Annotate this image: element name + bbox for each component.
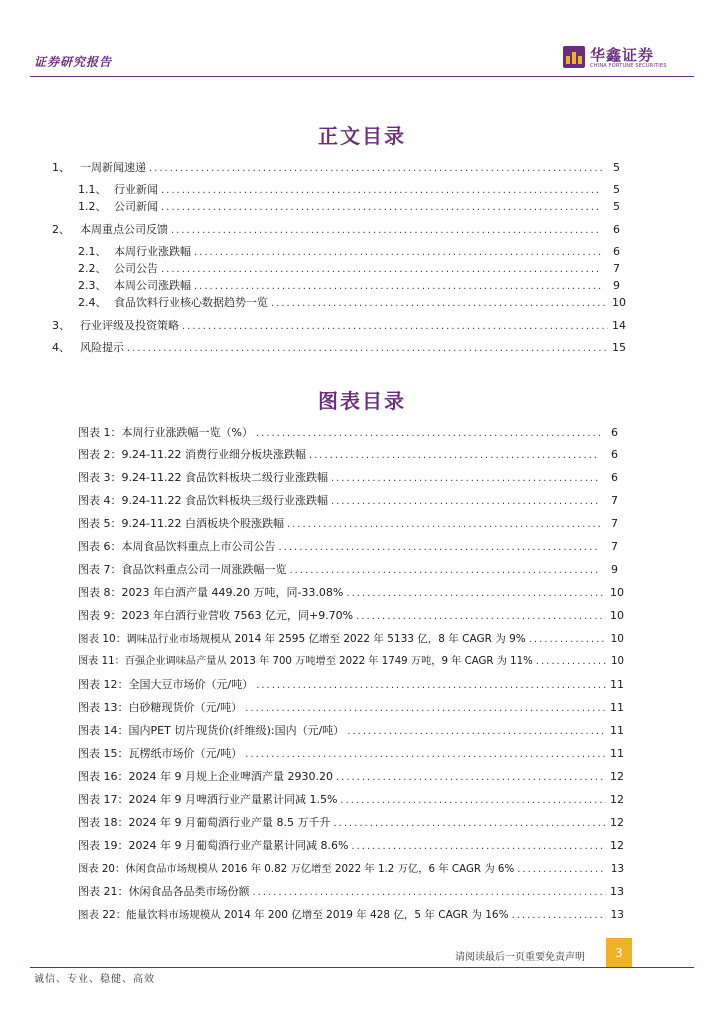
toc-title: 正文目录 <box>318 124 406 148</box>
toc-item-number: 1.2、 <box>78 200 107 213</box>
dot-leader <box>356 610 606 624</box>
dot-leader <box>149 162 602 176</box>
toc-item-page: 7 <box>613 262 620 275</box>
figure-item[interactable] <box>78 586 624 601</box>
figure-item-page: 13 <box>610 885 624 898</box>
dot-leader <box>309 449 600 463</box>
figure-item[interactable] <box>78 724 624 739</box>
toc-item[interactable] <box>78 296 626 311</box>
figure-item-page: 11 <box>610 747 624 760</box>
toc-item[interactable] <box>52 341 626 356</box>
toc-item-number: 3、 <box>52 319 70 332</box>
figure-item-page: 7 <box>611 494 618 507</box>
toc-item-number: 1、 <box>52 161 70 174</box>
dot-leader <box>253 886 607 900</box>
toc-item-number: 2.3、 <box>78 279 107 292</box>
dot-leader <box>347 725 606 739</box>
page-number-badge: 3 <box>606 938 632 968</box>
figure-item-page: 12 <box>610 839 624 852</box>
dot-leader <box>245 702 606 716</box>
company-motto: 诚信、专业、稳健、高效 <box>34 974 155 985</box>
figure-item[interactable] <box>78 517 618 532</box>
figure-item[interactable] <box>78 563 618 578</box>
toc-item-label: 行业新闻 <box>114 183 158 196</box>
toc-item-number: 2、 <box>52 223 70 236</box>
toc-item[interactable] <box>78 245 620 260</box>
figure-item-page: 11 <box>610 701 624 714</box>
dot-leader <box>271 297 608 311</box>
dot-leader <box>517 863 606 877</box>
figure-item-label: 图表 2：9.24-11.22 消费行业细分板块涨跌幅 <box>78 448 306 461</box>
figure-item-label: 图表 17：2024 年 9 月啤酒行业产量累计同减 1.5% <box>78 793 338 806</box>
header-divider <box>30 76 694 77</box>
toc-item-page: 5 <box>613 183 620 196</box>
figure-item[interactable] <box>78 609 624 624</box>
figure-item-label: 图表 12：全国大豆市场价（元/吨） <box>78 678 254 691</box>
company-logo <box>563 44 683 74</box>
figures-title: 图表目录 <box>318 389 406 413</box>
dot-leader <box>346 587 606 601</box>
toc-item[interactable] <box>52 223 620 238</box>
figure-item-page: 10 <box>610 586 624 599</box>
figure-item[interactable] <box>78 632 624 647</box>
figure-item[interactable] <box>78 816 624 831</box>
figure-item-page: 6 <box>611 448 618 461</box>
figure-item[interactable] <box>78 655 624 669</box>
figure-item[interactable] <box>78 494 618 509</box>
report-type-label: 证券研究报告 <box>34 55 113 69</box>
figure-item-page: 12 <box>610 793 624 806</box>
figure-item-label: 图表 11：百强企业调味品产量从 2013 年 700 万吨增至 2022 年 1749 万吨，9 年 CAGR 为 11% <box>78 656 533 667</box>
toc-item-label: 行业评级及投资策略 <box>80 319 179 332</box>
figure-item-label: 图表 13：白砂糖现货价（元/吨） <box>78 701 243 714</box>
dot-leader <box>340 794 606 808</box>
dot-leader <box>331 495 600 509</box>
figure-item-label: 图表 9：2023 年白酒行业营收 7563 亿元，同+9.70% <box>78 609 354 622</box>
footer-divider <box>30 967 694 968</box>
figure-item-page: 11 <box>610 724 624 737</box>
toc-item[interactable] <box>52 319 626 334</box>
dot-leader <box>161 263 602 277</box>
toc-item-page: 6 <box>613 245 620 258</box>
figure-item-page: 13 <box>610 909 624 921</box>
toc-item-number: 2.4、 <box>78 296 107 309</box>
toc-item-label: 本周重点公司反馈 <box>80 223 168 236</box>
dot-leader <box>536 655 606 669</box>
dot-leader <box>290 564 601 578</box>
dot-leader <box>161 184 602 198</box>
toc-item-label: 风险提示 <box>80 341 124 354</box>
toc-item-number: 2.1、 <box>78 245 107 258</box>
figure-item[interactable] <box>78 885 624 900</box>
figure-item-label: 图表 19：2024 年 9 月葡萄酒行业产量累计同减 8.6% <box>78 839 349 852</box>
figure-item-label: 图表 7：食品饮料重点公司一周涨跌幅一览 <box>78 563 287 576</box>
toc-item[interactable] <box>78 200 620 215</box>
figure-item[interactable] <box>78 770 624 785</box>
figure-item-label: 图表 1：本周行业涨跌幅一览（%） <box>78 426 253 439</box>
figure-item-label: 图表 15：瓦楞纸市场价（元/吨） <box>78 747 243 760</box>
toc-item-page: 14 <box>612 319 626 332</box>
dot-leader <box>127 342 608 356</box>
figure-item-page: 10 <box>610 633 624 645</box>
figure-item-label: 图表 4：9.24-11.22 食品饮料板块三级行业涨跌幅 <box>78 494 328 507</box>
toc-item-page: 9 <box>613 279 620 292</box>
toc-item[interactable] <box>78 279 620 294</box>
dot-leader <box>245 748 606 762</box>
dot-leader <box>161 201 602 215</box>
figure-item-page: 13 <box>610 863 624 875</box>
figure-item-label: 图表 3：9.24-11.22 食品饮料板块二级行业涨跌幅 <box>78 471 328 484</box>
dot-leader <box>333 817 606 831</box>
figure-item[interactable] <box>78 471 618 486</box>
figure-item-page: 7 <box>611 540 618 553</box>
toc-item-label: 本周公司涨跌幅 <box>114 279 191 292</box>
figure-item-page: 12 <box>610 816 624 829</box>
toc-item[interactable] <box>52 161 620 176</box>
dot-leader <box>194 280 602 294</box>
dot-leader <box>336 771 606 785</box>
toc-item-page: 6 <box>613 223 620 236</box>
dot-leader <box>194 246 602 260</box>
figure-item-label: 图表 10：调味品行业市场规模从 2014 年 2595 亿增至 2022 年 5133 亿，8 年 CAGR 为 9% <box>78 633 526 645</box>
figure-item[interactable] <box>78 747 624 762</box>
figure-item[interactable] <box>78 448 618 463</box>
figure-item-page: 10 <box>611 656 624 667</box>
figure-item[interactable] <box>78 540 618 555</box>
toc-item-number: 4、 <box>52 341 70 354</box>
dot-leader <box>182 320 608 334</box>
toc-item-number: 2.2、 <box>78 262 107 275</box>
toc-item-page: 15 <box>612 341 626 354</box>
figure-item-page: 6 <box>611 426 618 439</box>
toc-item-label: 本周行业涨跌幅 <box>114 245 191 258</box>
toc-item-label: 一周新闻速递 <box>80 161 146 174</box>
dot-leader <box>256 427 600 441</box>
figure-item[interactable] <box>78 839 624 854</box>
dot-leader <box>529 633 606 647</box>
logo-english-name: CHINA FORTUNE SECURITIES <box>590 63 667 69</box>
logo-chinese-name: 华鑫证券 <box>590 46 655 64</box>
toc-item-label: 食品饮料行业核心数据趋势一览 <box>114 296 268 309</box>
disclaimer-note: 请阅读最后一页重要免责声明 <box>455 952 585 963</box>
dot-leader <box>279 541 601 555</box>
figure-item-page: 6 <box>611 471 618 484</box>
toc-item-page: 10 <box>612 296 626 309</box>
figure-item-label: 图表 20：休闲食品市场规模从 2016 年 0.82 万亿增至 2022 年 1.2 万亿，6 年 CAGR 为 6% <box>78 863 515 875</box>
figure-item[interactable] <box>78 793 624 808</box>
figure-item-page: 9 <box>611 563 618 576</box>
figure-item[interactable] <box>78 678 624 693</box>
logo-mark-icon <box>563 46 585 68</box>
dot-leader <box>287 518 600 532</box>
toc-item-number: 1.1、 <box>78 183 107 196</box>
dot-leader <box>171 224 602 238</box>
figure-item-label: 图表 6：本周食品饮料重点上市公司公告 <box>78 540 276 553</box>
figure-item-page: 7 <box>611 517 618 530</box>
figure-item-label: 图表 8：2023 年白酒产量 449.20 万吨，同-33.08% <box>78 586 344 599</box>
figure-item-label: 图表 22：能量饮料市场规模从 2014 年 200 亿增至 2019 年 428 亿，5 年 CAGR 为 16% <box>78 909 509 921</box>
dot-leader <box>256 679 606 693</box>
figure-item[interactable] <box>78 701 624 716</box>
toc-item[interactable] <box>78 183 620 198</box>
figure-item-page: 11 <box>610 678 624 691</box>
toc-item-label: 公司新闻 <box>114 200 158 213</box>
figure-item[interactable] <box>78 426 618 441</box>
dot-leader <box>331 472 600 486</box>
toc-item-page: 5 <box>613 200 620 213</box>
toc-item-page: 5 <box>613 161 620 174</box>
figure-item-label: 图表 14：国内PET 切片现货价(纤维级):国内（元/吨） <box>78 724 345 737</box>
figure-item[interactable] <box>78 908 624 923</box>
figure-item[interactable] <box>78 862 624 877</box>
dot-leader <box>351 840 606 854</box>
figure-item-page: 10 <box>610 609 624 622</box>
figure-item-label: 图表 5：9.24-11.22 白酒板块个股涨跌幅 <box>78 517 284 530</box>
toc-item[interactable] <box>78 262 620 277</box>
figure-item-label: 图表 16：2024 年 9 月规上企业啤酒产量 2930.20 <box>78 770 333 783</box>
dot-leader <box>512 909 606 923</box>
figure-item-label: 图表 18：2024 年 9 月葡萄酒行业产量 8.5 万千升 <box>78 816 331 829</box>
figure-item-label: 图表 21：休闲食品各品类市场份额 <box>78 885 250 898</box>
figure-item-page: 12 <box>610 770 624 783</box>
toc-item-label: 公司公告 <box>114 262 158 275</box>
